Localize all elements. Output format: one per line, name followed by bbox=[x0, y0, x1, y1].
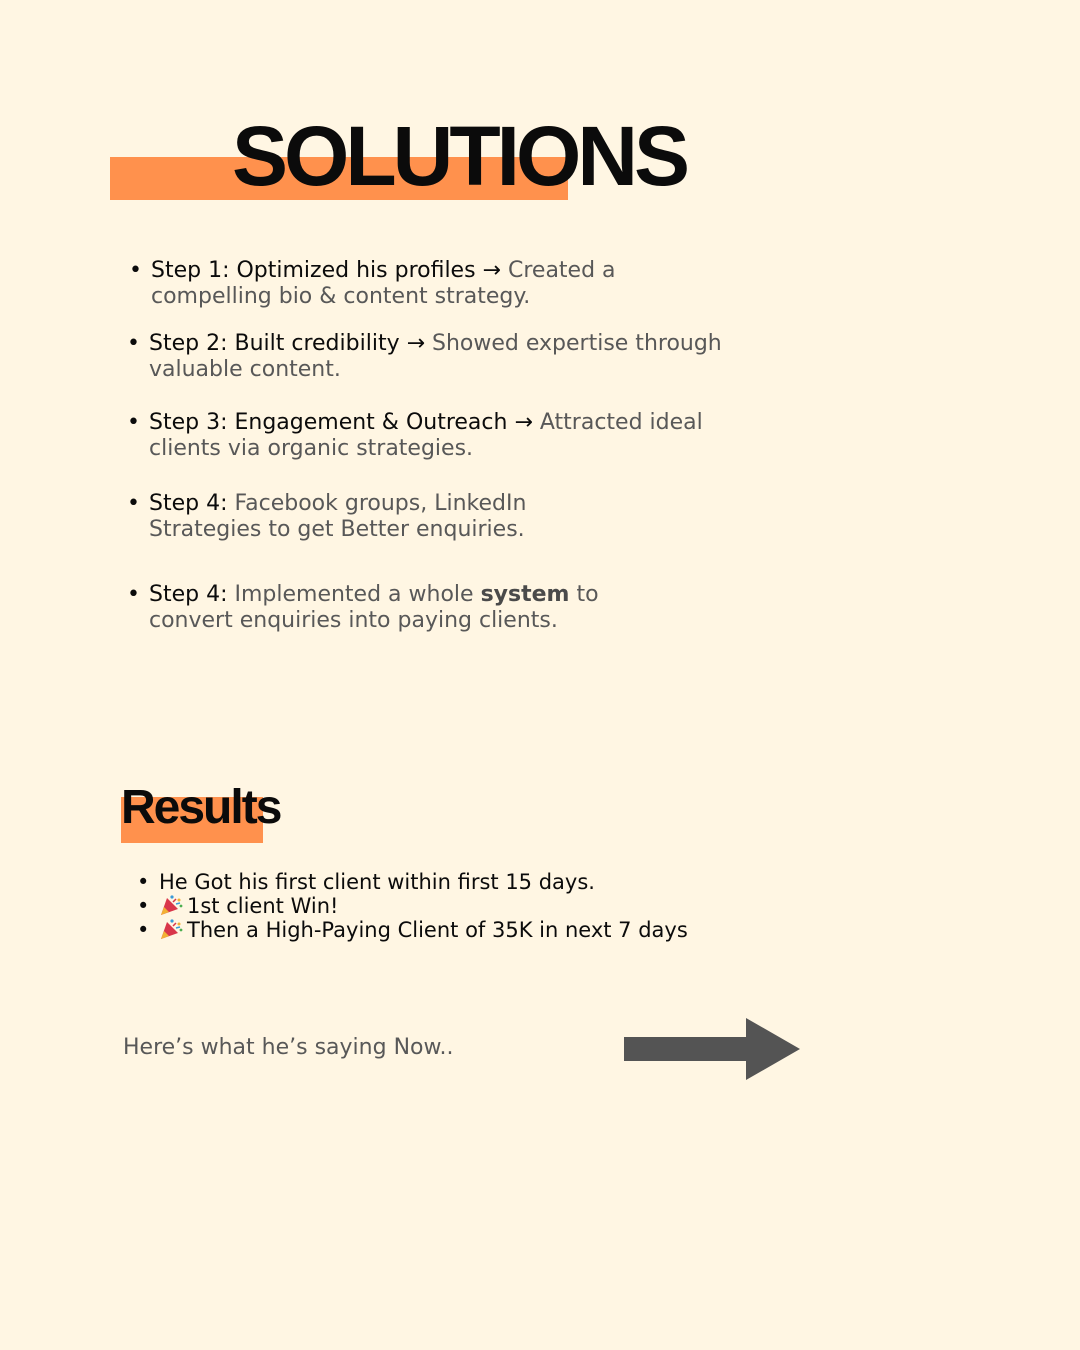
step-detail-emphasis: system bbox=[480, 582, 570, 607]
step-detail-start: Implemented a whole bbox=[227, 582, 481, 607]
result-text: He Got his first client within first 15 days. bbox=[159, 870, 595, 894]
step-item bbox=[127, 410, 709, 462]
step-label: Step 3: Engagement & Outreach bbox=[149, 410, 508, 435]
step-label: Step 4: bbox=[149, 491, 228, 516]
arrow-right-icon bbox=[624, 1018, 800, 1080]
bullet: • bbox=[127, 491, 140, 516]
step-detail: Facebook groups, LinkedIn Strategies to get Better enquiries. bbox=[149, 491, 527, 542]
list-item bbox=[137, 894, 688, 918]
party-popper-icon bbox=[159, 918, 183, 940]
party-popper-icon bbox=[159, 894, 183, 916]
step-detail: Created a compelling bio & content strategy. bbox=[151, 258, 616, 309]
results-list bbox=[137, 870, 688, 942]
bullet: • bbox=[127, 410, 140, 435]
step-label: Step 4: bbox=[149, 582, 228, 607]
bullet: • bbox=[137, 894, 150, 918]
closing-text: Here’s what he’s saying Now.. bbox=[123, 1035, 454, 1060]
step-item bbox=[127, 331, 769, 383]
step-arrow: → bbox=[475, 258, 508, 283]
list-item bbox=[137, 918, 688, 942]
step-arrow: → bbox=[406, 331, 433, 356]
step-detail: Attracted ideal clients via organic strategies. bbox=[149, 410, 703, 461]
results-title: Results bbox=[121, 781, 281, 834]
step-label: Step 1: Optimized his profiles bbox=[151, 258, 476, 283]
result-text: 1st client Win! bbox=[187, 894, 339, 918]
step-item bbox=[127, 582, 669, 634]
list-item bbox=[137, 870, 688, 894]
step-label: Step 2: Built credibility bbox=[149, 331, 407, 356]
bullet: • bbox=[137, 870, 150, 894]
step-detail-end: to convert enquiries into paying clients. bbox=[149, 582, 599, 633]
bullet: • bbox=[127, 582, 140, 607]
step-arrow: → bbox=[507, 410, 540, 435]
step-item bbox=[129, 258, 711, 310]
solutions-title: SOLUTIONS bbox=[232, 109, 687, 203]
step-item bbox=[127, 491, 609, 543]
step-detail: Showed expertise through valuable content. bbox=[149, 331, 722, 382]
bullet: • bbox=[127, 331, 140, 356]
result-text: Then a High-Paying Client of 35K in next 7 days bbox=[187, 918, 688, 942]
bullet: • bbox=[129, 258, 142, 283]
bullet: • bbox=[137, 918, 150, 942]
